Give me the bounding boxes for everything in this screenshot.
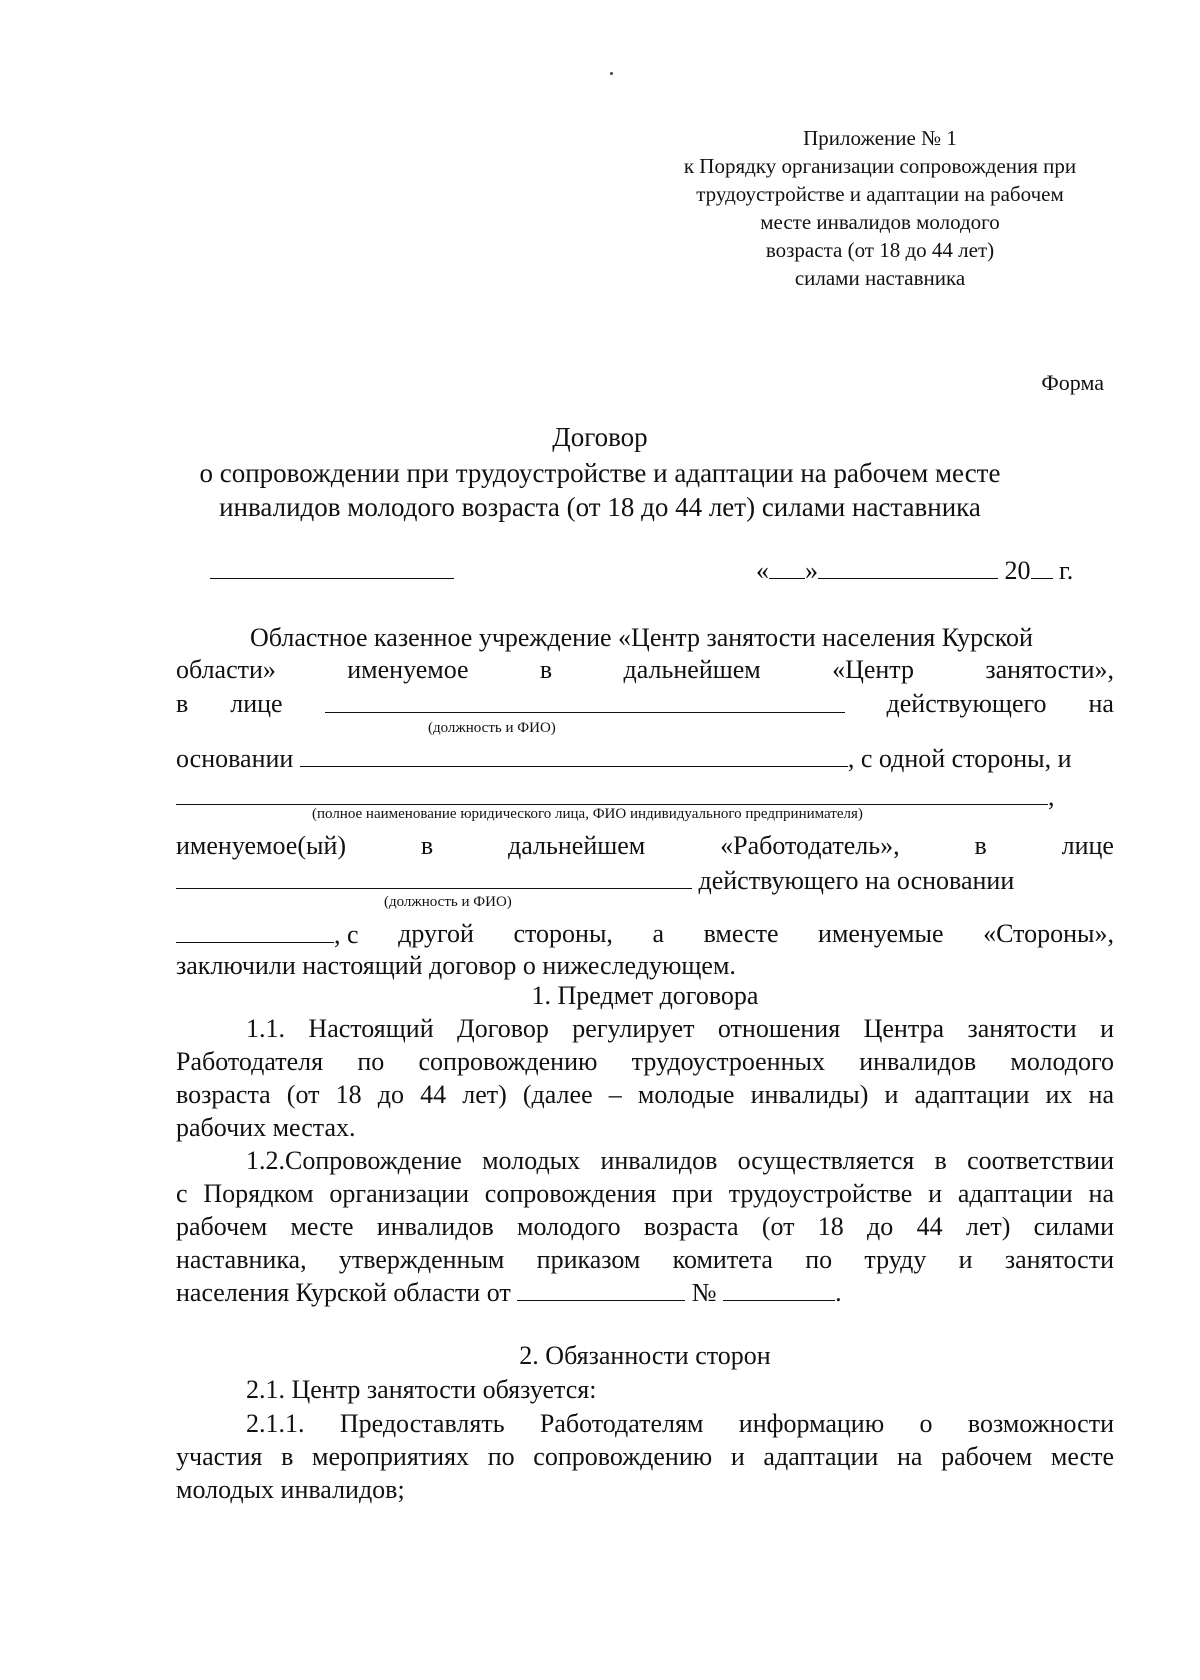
year-prefix: 20 [1004, 556, 1031, 585]
representative-blank [325, 688, 845, 713]
para-2-1-1-line: 2.1.1. Предоставлять Работодателям информацию о возможности [246, 1409, 1114, 1438]
word: в [539, 655, 553, 684]
party2-line3 [176, 918, 1114, 951]
party2-line2 [176, 864, 1014, 897]
place-blank [210, 554, 454, 579]
order-number-blank [723, 1276, 835, 1301]
title-line: о сопровождении при трудоустройстве и адаптации на рабочем месте [199, 458, 1001, 488]
word: на [1088, 689, 1114, 718]
word: области» [176, 655, 276, 684]
word: в [974, 831, 987, 860]
word: занятости», [985, 655, 1114, 684]
section2-heading: 2. Обязанности сторон [519, 1341, 771, 1370]
word: основании [176, 744, 294, 773]
title-main: Договор [552, 422, 648, 452]
word: № [691, 1278, 717, 1307]
appendix-block [640, 124, 1120, 292]
appendix-line: возраста (от 18 до 44 лет) [765, 238, 995, 262]
para-1-1-line: возраста (от 18 до 44 лет) (далее – молодые инвалиды) и адаптации их на [176, 1080, 1114, 1109]
word: а [652, 919, 665, 948]
word-group [176, 918, 359, 951]
para-1-2-last-line [176, 1276, 842, 1309]
appendix-line: к Порядку организации сопровождения при [683, 154, 1077, 178]
word: «Работодатель», [720, 831, 900, 860]
word: населения Курской области от [176, 1278, 511, 1307]
word: , с [334, 920, 359, 949]
appendix-line: Приложение № 1 [803, 126, 957, 150]
party2-line1 [176, 830, 1114, 862]
word: действующего на основании [698, 866, 1015, 895]
hint-position-fio: (должность и ФИО) [384, 894, 512, 910]
word: вместе [703, 919, 779, 948]
section1-heading: 1. Предмет договора [531, 981, 759, 1010]
word: другой [398, 919, 474, 948]
word: стороны, [513, 919, 613, 948]
word: , с одной стороны, и [847, 744, 1072, 773]
quote-open: « [756, 556, 769, 585]
place-field [210, 554, 454, 587]
para-1-1-line: Работодателя по сопровождению трудоустроенных инвалидов молодого [176, 1047, 1114, 1076]
scan-dot [610, 72, 613, 75]
word: именуемые [818, 919, 944, 948]
employer-representative-blank [176, 864, 692, 889]
word: . [835, 1278, 842, 1307]
para-1-2-line: наставника, утвержденным приказом комитета по труду и занятости [176, 1245, 1114, 1274]
para-2-1: 2.1. Центр занятости обязуется: [246, 1375, 597, 1404]
comma: , [1048, 782, 1055, 811]
basis-blank [300, 742, 848, 767]
word: дальнейшем [623, 655, 761, 684]
day-blank [769, 554, 805, 579]
para-1-2-line: рабочем месте инвалидов молодого возраста (от 18 до 44 лет) силами [176, 1212, 1114, 1241]
word: дальнейшем [508, 831, 646, 860]
order-date-blank [517, 1276, 685, 1301]
year-blank [1031, 554, 1053, 579]
title-line: инвалидов молодого возраста (от 18 до 44 лет) силами наставника [219, 492, 981, 522]
word: лице [1061, 831, 1114, 860]
word: «Центр [832, 655, 914, 684]
word: в [176, 689, 189, 718]
para-1-2-line: 1.2.Сопровождение молодых инвалидов осуществляется в соответствии [246, 1146, 1114, 1175]
word: именуемое(ый) [176, 831, 347, 860]
para-2-1-1-line: участия в мероприятиях по сопровождению и адаптации на рабочем месте [176, 1442, 1114, 1471]
word: действующего [886, 689, 1047, 718]
date-line [756, 554, 1073, 587]
hint-position-fio: (должность и ФИО) [428, 720, 556, 736]
party1-line4 [176, 742, 1072, 775]
appendix-line: силами наставника [794, 266, 966, 290]
month-blank [818, 554, 998, 579]
word: именуемое [347, 655, 469, 684]
word: «Стороны», [983, 919, 1114, 948]
form-label: Форма [1041, 370, 1104, 395]
word: в [420, 831, 434, 860]
party2-line4: заключили настоящий договор о нижеследующем. [176, 951, 736, 980]
party1-line1: Областное казенное учреждение «Центр занятости населения Курской [250, 623, 1033, 652]
word: лице [230, 689, 283, 718]
year-suffix: г. [1059, 556, 1074, 585]
para-1-1-line: рабочих местах. [176, 1113, 356, 1142]
quote-close: » [805, 556, 818, 585]
party1-line3 [176, 688, 1114, 720]
hint-legal-entity: (полное наименование юридического лица, ФИО индивидуального предпринимателя) [312, 806, 863, 822]
appendix-line: трудоустройстве и адаптации на рабочем [696, 182, 1064, 206]
para-2-1-1-line: молодых инвалидов; [176, 1475, 405, 1504]
employer-name-blank [176, 780, 1048, 805]
para-1-2-line: с Порядком организации сопровождения при трудоустройстве и адаптации на [176, 1179, 1114, 1208]
employer-basis-blank [176, 918, 334, 943]
para-1-1-line: 1.1. Настоящий Договор регулирует отношения Центра занятости и [246, 1014, 1114, 1043]
party1-line2 [176, 654, 1114, 686]
appendix-line: месте инвалидов молодого [760, 210, 1000, 234]
